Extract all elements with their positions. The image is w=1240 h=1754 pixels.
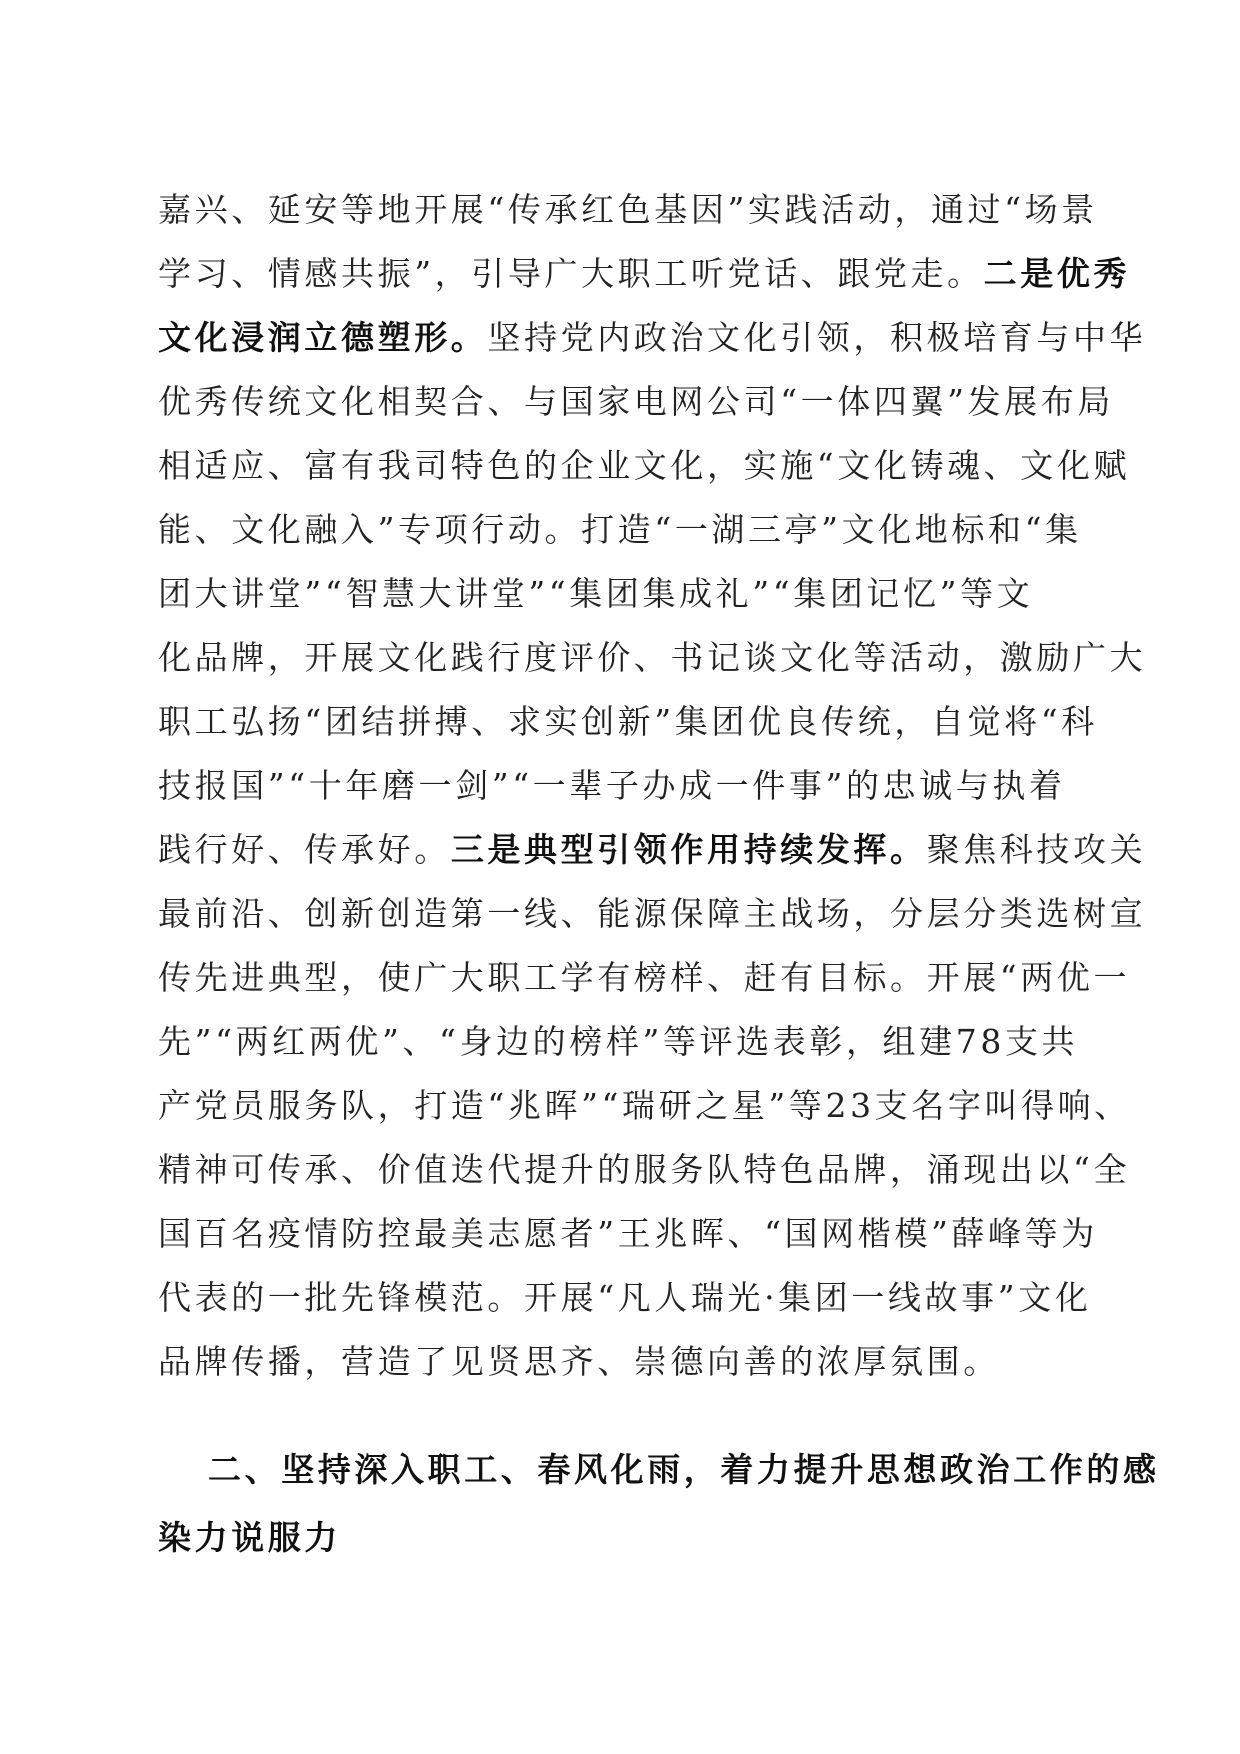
text-run: 相适应、富有我司特色的企业文化，实施“文化铸魂、文化赋 <box>158 446 1131 485</box>
text-line <box>158 636 1147 700</box>
text-line <box>158 764 1088 828</box>
text-line <box>158 252 1131 316</box>
text-line <box>158 444 1131 508</box>
text-line <box>158 956 1131 1020</box>
text-line <box>158 892 1147 956</box>
text-line <box>158 1276 1092 1340</box>
text-line <box>158 1212 1098 1276</box>
text-line <box>158 828 1147 892</box>
text-run: 国百名疫情防控最美志愿者”王兆晖、“国网楷模”薛峰等为 <box>158 1214 1098 1253</box>
bold-run: 文化浸润立德塑形。 <box>158 318 488 357</box>
text-line <box>158 572 1088 636</box>
text-run: 技报国”“十年磨一剑”“一辈子办成一件事”的忠诚与执着 <box>158 766 1066 805</box>
body-paragraph <box>158 188 1147 1404</box>
text-run: 团大讲堂”“智慧大讲堂”“集团集成礼”“集团记忆”等文 <box>158 574 1034 613</box>
text-run: 传先进典型，使广大职工学有榜样、赶有目标。开展“两优一 <box>158 958 1131 997</box>
text-run: 优秀传统文化相契合、与国家电网公司“一体四翼”发展布局 <box>158 382 1114 421</box>
section-heading <box>158 1448 1160 1584</box>
text-line <box>158 1340 1088 1404</box>
text-run: 产党员服务队，打造“兆晖”“瑞研之星”等23支名字叫得响、 <box>158 1086 1131 1125</box>
text-run: 职工弘扬“团结拼搏、求实创新”集团优良传统，自觉将“科 <box>158 702 1098 741</box>
text-line <box>158 508 1088 572</box>
bold-run: 三是典型引领作用持续发挥。 <box>450 830 927 869</box>
text-line <box>158 700 1098 764</box>
text-run: 践行好、传承好。 <box>158 830 451 869</box>
text-run: 嘉兴、延安等地开展“传承红色基因”实践活动，通过“场景 <box>158 190 1098 229</box>
heading-line: 二、坚持深入职工、春风化雨，着力提升思想政治工作的感 <box>208 1450 1160 1489</box>
text-line <box>158 1148 1131 1212</box>
text-run: 最前沿、创新创造第一线、能源保障主战场，分层分类选树宣 <box>158 894 1147 933</box>
text-line <box>158 1084 1131 1148</box>
text-run: 坚持党内政治文化引领，积极培育与中华 <box>487 318 1147 357</box>
text-run: 学习、情感共振”，引导广大职工听党话、跟党走。 <box>158 254 984 293</box>
heading-line: 染力说服力 <box>158 1518 341 1557</box>
text-run: 聚焦科技攻关 <box>926 830 1147 869</box>
text-run: 先”“两红两优”、“身边的榜样”等评选表彰，组建78支共 <box>158 1022 1079 1061</box>
text-run: 品牌传播，营造了见贤思齐、崇德向善的浓厚氛围。 <box>158 1342 1000 1381</box>
text-line <box>158 188 1098 252</box>
text-line <box>158 1020 1088 1084</box>
text-line <box>158 380 1114 444</box>
text-run: 代表的一批先锋模范。开展“凡人瑞光·集团一线故事”文化 <box>158 1278 1092 1317</box>
text-run: 化品牌，开展文化践行度评价、书记谈文化等活动，激励广大 <box>158 638 1147 677</box>
text-run: 精神可传承、价值迭代提升的服务队特色品牌，涌现出以“全 <box>158 1150 1131 1189</box>
bold-run: 二是优秀 <box>983 254 1131 293</box>
text-run: 能、文化融入”专项行动。打造“一湖三亭”文化地标和“集 <box>158 510 1082 549</box>
text-line <box>158 316 1147 380</box>
